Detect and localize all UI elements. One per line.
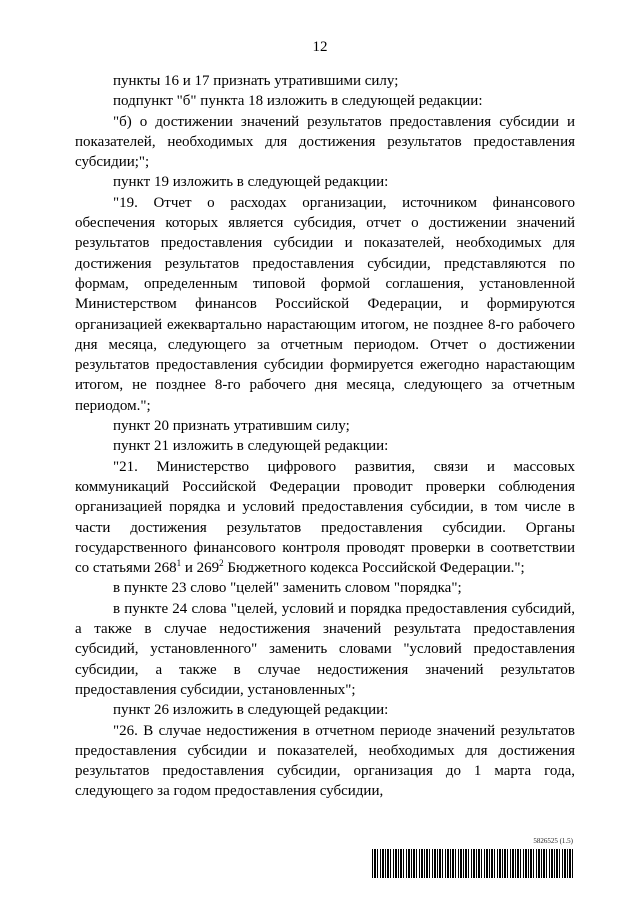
superscript: 2 <box>219 558 224 569</box>
paragraph: в пункте 23 слово "целей" заменить словом "порядка"; <box>113 580 462 597</box>
paragraph: "б) о достижении значений результатов предоставления субсидии и показателей, необходимых для достижения результатов предоставления субсидии;"; <box>75 113 575 171</box>
text-segment: "21. Министерство цифрового развития, связи и массовых коммуникаций Российской Федерации проводит проверки соблюдения организацией порядка и условий предоставления субсидии, в том числе в части достижения результатов предоставления субсидии. Органы государственного финансового контроля проводят проверки в соответствии со статьями 268 <box>75 458 575 577</box>
paragraph: пункты 16 и 17 признать утратившими силу; <box>113 73 399 89</box>
paragraph: "26. В случае недостижения в отчетном периоде значений результатов предоставления субсидии и показателей, необходимых для достижения результатов предоставления субсидии, организация до 1 марта года, следующего за годом предоставления субсидии, <box>75 722 575 800</box>
paragraph: "19. Отчет о расходах организации, источником финансового обеспечения которых является субсидия, отчет о достижении значений результатов предоставления субсидии и показателей, необходимых для достижения результатов предоставления субсидии, представляются по формам, определенным типовой формой соглашения, установленной Министерством финансов Российской Федерации, и формируются организацией ежеквартально нарастающим итогом, не позднее 8-го рабочего дня месяца, следующего за отчетным периодом. Отчет о достижении результатов предоставления субсидии формируется ежегодно нарастающим итогом, не позднее 8-го рабочего дня месяца, следующего за отчетным периодом."; <box>75 194 575 414</box>
paragraph-point-21 <box>75 457 575 579</box>
superscript: 1 <box>176 558 182 569</box>
paragraph: в пункте 24 слова "целей, условий и порядка предоставления субсидий, а также в случае недостижения значений результата предоставления субсидий, установленного" заменить словами "условий предоставления субсидии, а также в случае недостижения значений результатов предоставления субсидии, установленных"; <box>75 600 575 698</box>
paragraph: пункт 20 признать утратившим силу; <box>113 418 350 435</box>
page-number: 12 <box>312 39 328 55</box>
paragraph: пункт 21 изложить в следующей редакции: <box>113 438 389 455</box>
paragraph: пункт 26 изложить в следующей редакции: <box>113 702 389 719</box>
document-body <box>75 71 575 802</box>
paragraph: пункт 19 изложить в следующей редакции: <box>113 174 389 191</box>
text-segment: Бюджетного кодекса Российской Федерации."; <box>223 560 525 577</box>
text-segment: и 269 <box>181 560 220 577</box>
document-code: 5826525 (1.5) <box>533 837 573 845</box>
paragraph: подпункт "б" пункта 18 изложить в следующей редакции: <box>113 93 483 110</box>
barcode-icon <box>372 849 573 878</box>
